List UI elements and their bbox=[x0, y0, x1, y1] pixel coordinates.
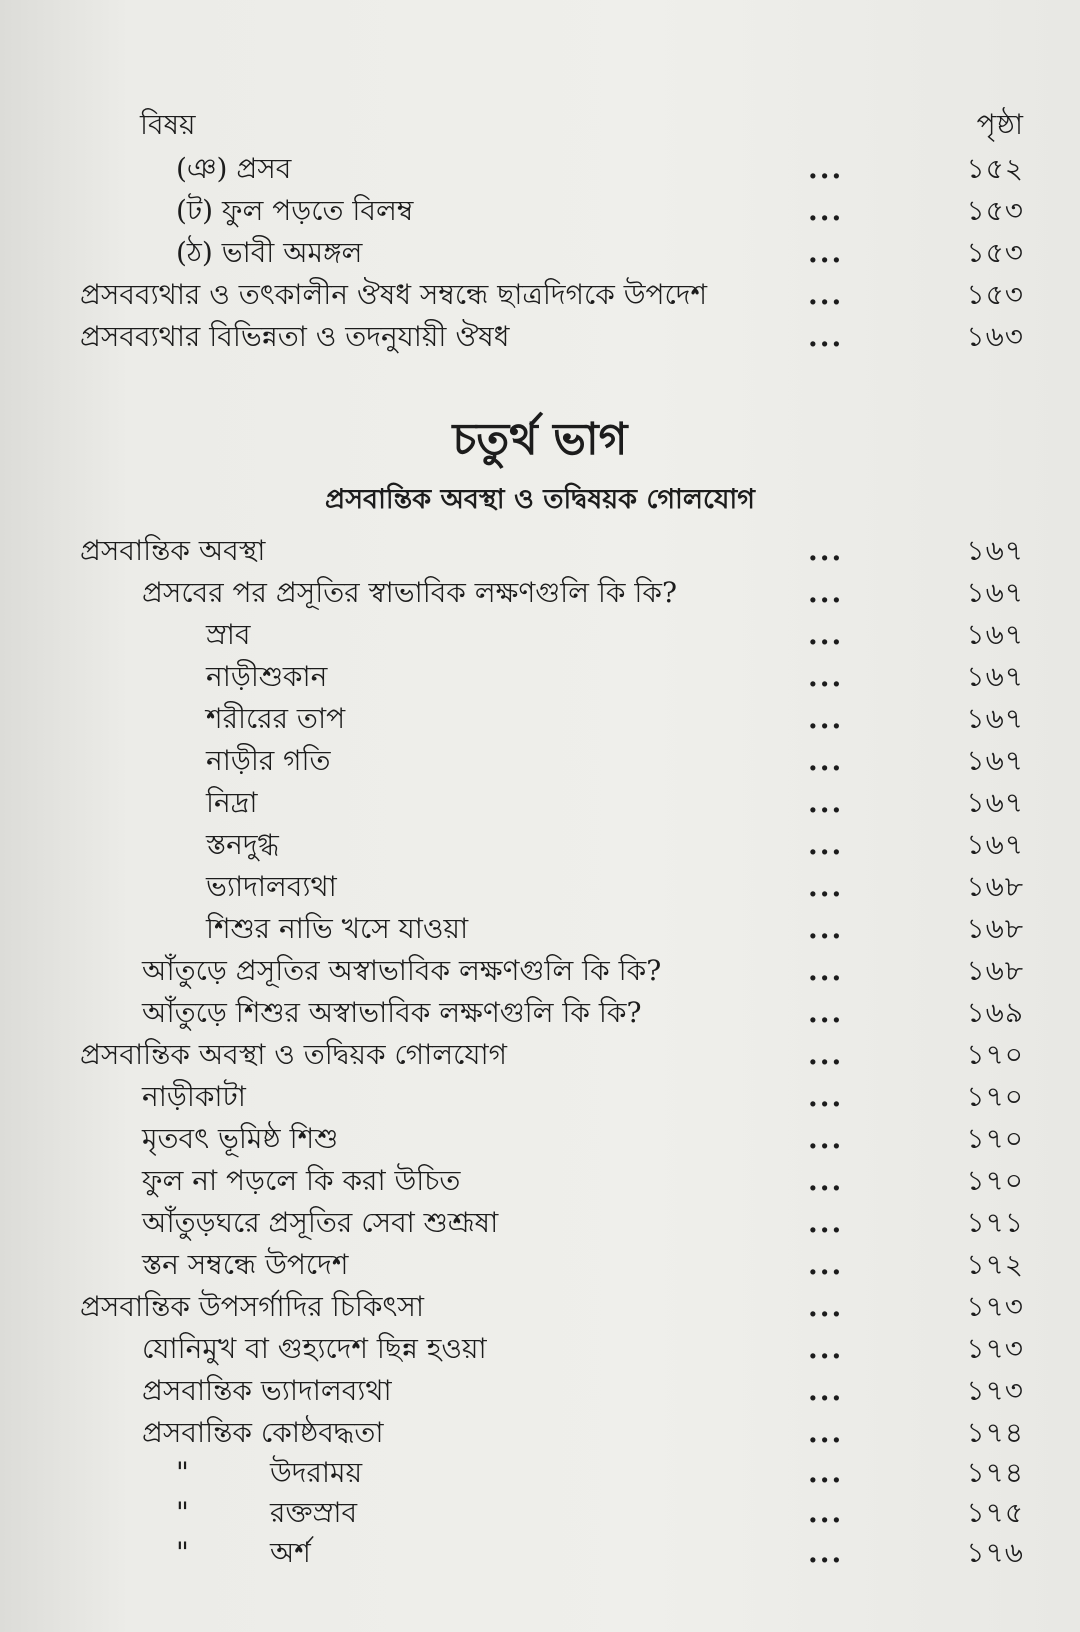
entry-label: প্রসবান্তিক অবস্থা ও তদ্বিয়ক গোলযোগ bbox=[80, 1038, 507, 1071]
entry-page: ১৫২ bbox=[966, 152, 1024, 185]
entry-label: প্রসবব্যথার ও তৎকালীন ঔষধ সম্বন্ধে ছাত্রদিগকে উপদেশ bbox=[80, 278, 708, 311]
ditto-mark: " bbox=[176, 1536, 189, 1569]
entry-label: স্তন সম্বন্ধে উপদেশ bbox=[142, 1248, 349, 1281]
entry-page: ১৫৩ bbox=[966, 236, 1024, 269]
toc-entry bbox=[0, 572, 1080, 614]
leader-dots: ... bbox=[808, 660, 844, 693]
toc-entry bbox=[0, 1370, 1080, 1412]
entry-label: প্রসবান্তিক অবস্থা bbox=[80, 534, 266, 567]
entry-page: ১৬৭ bbox=[966, 534, 1024, 567]
entry-label: ভ্যাদালব্যথা bbox=[206, 870, 337, 903]
entry-label: ফুল না পড়লে কি করা উচিত bbox=[142, 1164, 461, 1197]
entry-label: প্রসবান্তিক ভ্যাদালব্যথা bbox=[142, 1374, 392, 1407]
entry-label: (ঞ) প্রসব bbox=[176, 152, 292, 185]
leader-dots: ... bbox=[808, 1080, 844, 1113]
part-subtitle: প্রসবান্তিক অবস্থা ও তদ্বিষয়ক গোলযোগ bbox=[325, 484, 755, 515]
leader-dots: ... bbox=[808, 1496, 844, 1529]
leader-dots: ... bbox=[808, 912, 844, 945]
toc-entry bbox=[0, 866, 1080, 908]
entry-label: অর্শ bbox=[270, 1536, 311, 1569]
ditto-mark: " bbox=[176, 1496, 189, 1529]
toc-entry bbox=[0, 1532, 1080, 1574]
entry-page: ১৭৩ bbox=[966, 1374, 1024, 1407]
entry-label: উদরাময় bbox=[270, 1456, 363, 1489]
leader-dots: ... bbox=[808, 954, 844, 987]
entry-page: ১৬৭ bbox=[966, 660, 1024, 693]
entry-label: আঁতুড়ঘরে প্রসূতির সেবা শুশ্রূষা bbox=[142, 1206, 499, 1239]
toc-entry bbox=[0, 614, 1080, 656]
entry-page: ১৭২ bbox=[966, 1248, 1024, 1281]
entry-page: ১৭৪ bbox=[966, 1456, 1024, 1489]
leader-dots: ... bbox=[808, 1374, 844, 1407]
leader-dots: ... bbox=[808, 1248, 844, 1281]
toc-entry bbox=[0, 656, 1080, 698]
toc-entry bbox=[0, 1244, 1080, 1286]
part-title: চতুর্থ ভাগ bbox=[452, 414, 628, 465]
page-column-label: পৃষ্ঠা bbox=[976, 108, 1024, 141]
toc-entry bbox=[0, 232, 1080, 274]
entry-page: ১৭৩ bbox=[966, 1290, 1024, 1323]
entry-page: ১৭০ bbox=[966, 1164, 1024, 1197]
leader-dots: ... bbox=[808, 152, 844, 185]
entry-page: ১৭০ bbox=[966, 1122, 1024, 1155]
leader-dots: ... bbox=[808, 320, 844, 353]
entry-page: ১৬৭ bbox=[966, 618, 1024, 651]
leader-dots: ... bbox=[808, 1536, 844, 1569]
entry-page: ১৬৮ bbox=[966, 954, 1024, 987]
entry-page: ১৭০ bbox=[966, 1080, 1024, 1113]
toc-entry bbox=[0, 1160, 1080, 1202]
toc-entry bbox=[0, 824, 1080, 866]
entry-page: ১৬৯ bbox=[966, 996, 1024, 1029]
toc-entry bbox=[0, 740, 1080, 782]
leader-dots: ... bbox=[808, 576, 844, 609]
entry-label: নাড়ীকাটা bbox=[142, 1080, 246, 1113]
entry-page: ১৬৭ bbox=[966, 576, 1024, 609]
leader-dots: ... bbox=[808, 1164, 844, 1197]
toc-entry bbox=[0, 698, 1080, 740]
leader-dots: ... bbox=[808, 870, 844, 903]
toc-header bbox=[0, 104, 1080, 146]
entry-page: ১৭৪ bbox=[966, 1416, 1024, 1449]
entry-page: ১৬৮ bbox=[966, 870, 1024, 903]
entry-label: আঁতুড়ে শিশুর অস্বাভাবিক লক্ষণগুলি কি কি? bbox=[142, 996, 642, 1029]
leader-dots: ... bbox=[808, 194, 844, 227]
toc-entry bbox=[0, 1034, 1080, 1076]
entry-label: (ট) ফুল পড়তে বিলম্ব bbox=[176, 194, 414, 227]
entry-page: ১৭০ bbox=[966, 1038, 1024, 1071]
entry-label: স্তনদুগ্ধ bbox=[206, 828, 279, 861]
toc-entry bbox=[0, 1076, 1080, 1118]
toc-entry bbox=[0, 950, 1080, 992]
entry-page: ১৬৮ bbox=[966, 912, 1024, 945]
entry-page: ১৬৭ bbox=[966, 828, 1024, 861]
entry-label: নিদ্রা bbox=[206, 786, 258, 819]
leader-dots: ... bbox=[808, 1456, 844, 1489]
leader-dots: ... bbox=[808, 1416, 844, 1449]
entry-page: ১৫৩ bbox=[966, 278, 1024, 311]
entry-label: প্রসবান্তিক উপসর্গাদির চিকিৎসা bbox=[80, 1290, 425, 1323]
entry-label: শিশুর নাভি খসে যাওয়া bbox=[206, 912, 469, 945]
entry-page: ১৭৬ bbox=[966, 1536, 1024, 1569]
entry-page: ১৭১ bbox=[966, 1206, 1024, 1239]
leader-dots: ... bbox=[808, 996, 844, 1029]
entry-page: ১৫৩ bbox=[966, 194, 1024, 227]
entry-page: ১৬৭ bbox=[966, 786, 1024, 819]
entry-label: প্রসবব্যথার বিভিন্নতা ও তদনুযায়ী ঔষধ bbox=[80, 320, 510, 353]
subject-column-label: বিষয় bbox=[140, 108, 196, 141]
toc-entry bbox=[0, 274, 1080, 316]
leader-dots: ... bbox=[808, 744, 844, 777]
leader-dots: ... bbox=[808, 1206, 844, 1239]
toc-entry bbox=[0, 1412, 1080, 1454]
entry-page: ১৬৭ bbox=[966, 744, 1024, 777]
toc-entry bbox=[0, 1328, 1080, 1370]
entry-label: প্রসবের পর প্রসূতির স্বাভাবিক লক্ষণগুলি কি কি? bbox=[142, 576, 677, 609]
leader-dots: ... bbox=[808, 786, 844, 819]
entry-label: আঁতুড়ে প্রসূতির অস্বাভাবিক লক্ষণগুলি কি কি? bbox=[142, 954, 662, 987]
leader-dots: ... bbox=[808, 1332, 844, 1365]
entry-label: স্রাব bbox=[206, 618, 251, 651]
leader-dots: ... bbox=[808, 618, 844, 651]
toc-entry bbox=[0, 782, 1080, 824]
leader-dots: ... bbox=[808, 1038, 844, 1071]
toc-entry bbox=[0, 1286, 1080, 1328]
ditto-mark: " bbox=[176, 1456, 189, 1489]
entry-label: মৃতবৎ ভূমিষ্ঠ শিশু bbox=[142, 1122, 339, 1155]
leader-dots: ... bbox=[808, 278, 844, 311]
toc-entry bbox=[0, 992, 1080, 1034]
leader-dots: ... bbox=[808, 1122, 844, 1155]
entry-page: ১৬৩ bbox=[966, 320, 1024, 353]
entry-page: ১৭৩ bbox=[966, 1332, 1024, 1365]
toc-entry bbox=[0, 1492, 1080, 1534]
entry-label: প্রসবান্তিক কোষ্ঠবদ্ধতা bbox=[142, 1416, 384, 1449]
toc-entry bbox=[0, 530, 1080, 572]
entry-label: শরীরের তাপ bbox=[206, 702, 346, 735]
entry-page: ১৬৭ bbox=[966, 702, 1024, 735]
toc-entry bbox=[0, 190, 1080, 232]
leader-dots: ... bbox=[808, 236, 844, 269]
toc-entry bbox=[0, 316, 1080, 358]
entry-label: (ঠ) ভাবী অমঙ্গল bbox=[176, 236, 363, 269]
leader-dots: ... bbox=[808, 828, 844, 861]
leader-dots: ... bbox=[808, 702, 844, 735]
entry-label: যোনিমুখ বা গুহ্যদেশ ছিন্ন হওয়া bbox=[142, 1332, 487, 1365]
entry-page: ১৭৫ bbox=[966, 1496, 1024, 1529]
toc-entry bbox=[0, 1452, 1080, 1494]
entry-label: নাড়ীশুকান bbox=[206, 660, 328, 693]
toc-entry bbox=[0, 908, 1080, 950]
entry-label: নাড়ীর গতি bbox=[206, 744, 331, 777]
toc-entry bbox=[0, 1118, 1080, 1160]
leader-dots: ... bbox=[808, 534, 844, 567]
leader-dots: ... bbox=[808, 1290, 844, 1323]
toc-entry bbox=[0, 1202, 1080, 1244]
toc-entry bbox=[0, 148, 1080, 190]
entry-label: রক্তস্রাব bbox=[270, 1496, 358, 1529]
